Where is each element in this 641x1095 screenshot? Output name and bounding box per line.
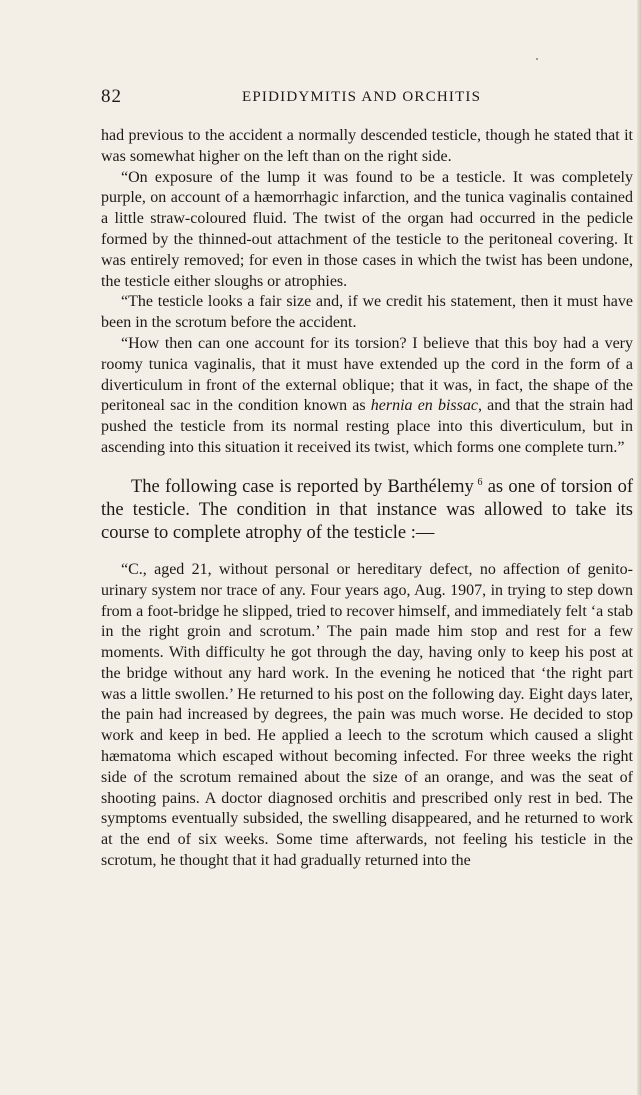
quoted-case-two [101,560,633,872]
text-span: as one of torsion of the testicle. The condition in that instance was allowed to take its course to complete atrophy of the testicle :— [101,476,633,543]
page-header [101,86,631,110]
page-gutter-edge [637,0,641,1095]
text-span: The following case is reported by Barthélemy [131,476,474,497]
page-body [101,126,633,872]
text-span: “How then can one account for its torsion? I believe that this boy had a very roomy tunica vaginalis, that it must have extended up the cord in the form of a diverticulum in front of the external oblique; that it was, in fact, the shape of the peritoneal sac in the condition known as [101,334,633,415]
paper-speck [536,58,538,60]
paragraph-case-history: “C., aged 21, without personal or hereditary defect, no affection of genito-urinary system nor trace of any. Four years ago, Aug. 1907, in trying to step down from a foot-bridge he slipped, tried to recover himself, and immediately felt ‘a stab in the right groin and scrotum.’ The pain made him stop and rest for a few moments. With difficulty he got through the day, having only to keep his post at the bridge without any hard work. In the evening he noticed that ‘the right part was a little swollen.’ He returned to his post on the following day. Eight days later, the pain had increased by degrees, the pain was much worse. He decided to stop work and keep in bed. He applied a leech to the scrotum which caused a slight hæmatoma which escaped without becoming infected. For three weeks the right side of the scrotum remained about the size of an orange, and was the seat of shooting pains. A doctor diagnosed orchitis and prescribed only rest in bed. The symptoms eventually subsided, the swelling disappeared, and he returned to work at the end of six weeks. Some time afterwards, not feeling his testicle in the scrotum, he thought that it had gradually returned into the [101,560,633,870]
page-number: 82 [101,86,122,107]
running-title: EPIDIDYMITIS AND ORCHITIS [242,89,482,105]
paragraph-barthelemy-intro [101,471,633,545]
footnote-reference: 6 [477,476,483,488]
quoted-case-one [101,126,633,459]
italic-term: hernia en bissac [370,397,478,415]
paragraph-exposure: “On exposure of the lump it was found to be a testicle. It was completely purple, on account of a hæmorrhagic infarction, and the tunica vaginalis contained a little straw-coloured fluid. The twist of the organ had occurred in the pedicle formed by the thinned-out attachment of the testicle to the peritoneal covering. It was entirely removed; for even in those cases in which the twist has been undone, the testicle either sloughs or atrophies. [101,168,633,290]
paragraph-size: “The testicle looks a fair size and, if we credit his statement, then it must have been in the scrotum before the accident. [101,293,633,332]
paragraph-continued: had previous to the accident a normally descended testicle, though he stated that it was somewhat higher on the left than on the right side. [101,127,633,165]
text-span: , and that the strain had pushed the testicle from its normal resting place into this diverticulum, but in ascending into this situation it received its twist, which forms one complete turn.” [101,397,633,456]
paragraph-torsion-explanation [101,334,633,459]
